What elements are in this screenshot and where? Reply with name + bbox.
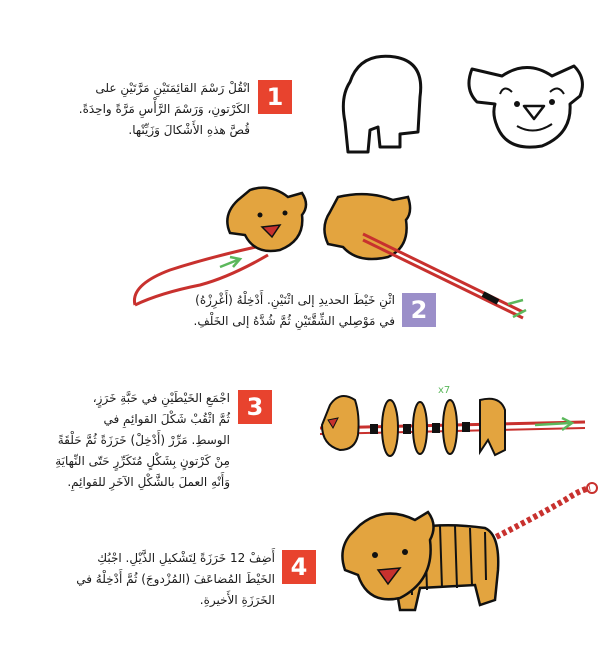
- legs-template-drawing: [330, 52, 440, 162]
- step-1-badge: [258, 80, 292, 114]
- step-4-line-1: أَضِفْ 12 خَرَزَةً لِتَشْكيلِ الذَّيْلِ. اجْبُكِ: [97, 551, 275, 565]
- dog-head-template-drawing: [462, 54, 592, 154]
- step-1-line-2: الكَرْتونِ، وَرَسْمَ الرَّأْسِ مَرَّةً واحِدَةً.: [78, 102, 250, 116]
- step-4-line-2: الخَيْطَ المُضاعَفَ (المُزْدوجَ) ثُمَّ أَدْخِلْهُ في: [76, 572, 275, 586]
- step-2-line-1: اثْنِ خَيْطَ الحديدِ إلى اثْنَيْنِ. أَدْخِلْهُ (أَغْرِزْهُ): [195, 293, 395, 307]
- step-3-number: 3: [246, 393, 264, 421]
- step-3-line-5: وَأَنْهِ العملَ بالشَّكْلِ الآخَرِ للقوائِمِ.: [67, 475, 230, 489]
- step-2-text: [130, 290, 395, 332]
- step-2-number: 2: [410, 296, 428, 324]
- step-2-line-2: في مَوْصِلي الشِّقَّتَيْنِ ثُمَّ شُدَّهُ إلى الخَلْفِ.: [193, 314, 395, 328]
- finished-dog-drawing: [340, 480, 598, 650]
- step-3-badge: [238, 390, 272, 424]
- step-4-text: [60, 548, 275, 611]
- step-3-line-2: ثُمَّ اثْقُبْ شَكْلَ القوائِمِ في: [103, 412, 230, 426]
- step-3-line-1: اجْمَعِ الخَيْطَيْنِ في حَبَّةِ خَرَزٍ،: [92, 391, 230, 405]
- step-2-badge: [402, 293, 436, 327]
- step-4-number: 4: [290, 553, 308, 581]
- step-1-line-3: قُصَّ هذهِ الأَشْكالَ وَزَيِّنْها.: [128, 123, 250, 137]
- step-3-line-4: مِنْ كَرْتونٍ بِشَكْلٍ مُتَكَرِّرٍ حَتّى النِّهايَةِ: [55, 454, 230, 468]
- step-1-text: [60, 78, 250, 141]
- step-1-line-1: انْقُلْ رَسْمَ القائِمَتَيْنِ مَرَّتَيْنِ على: [95, 81, 250, 95]
- step-3-text: [55, 388, 230, 493]
- multiplier-annotation: x7: [438, 385, 451, 396]
- step-3-line-3: الوسطِ. مَرِّرْ (أَدْخِلْ) خَرَزَةً ثُمَّ حَلْقَةً: [57, 433, 230, 447]
- step-4-line-3: الخَرَزَةِ الأَخيرةِ.: [199, 593, 275, 607]
- step-4-badge: [282, 550, 316, 584]
- step-1-number: 1: [266, 83, 284, 111]
